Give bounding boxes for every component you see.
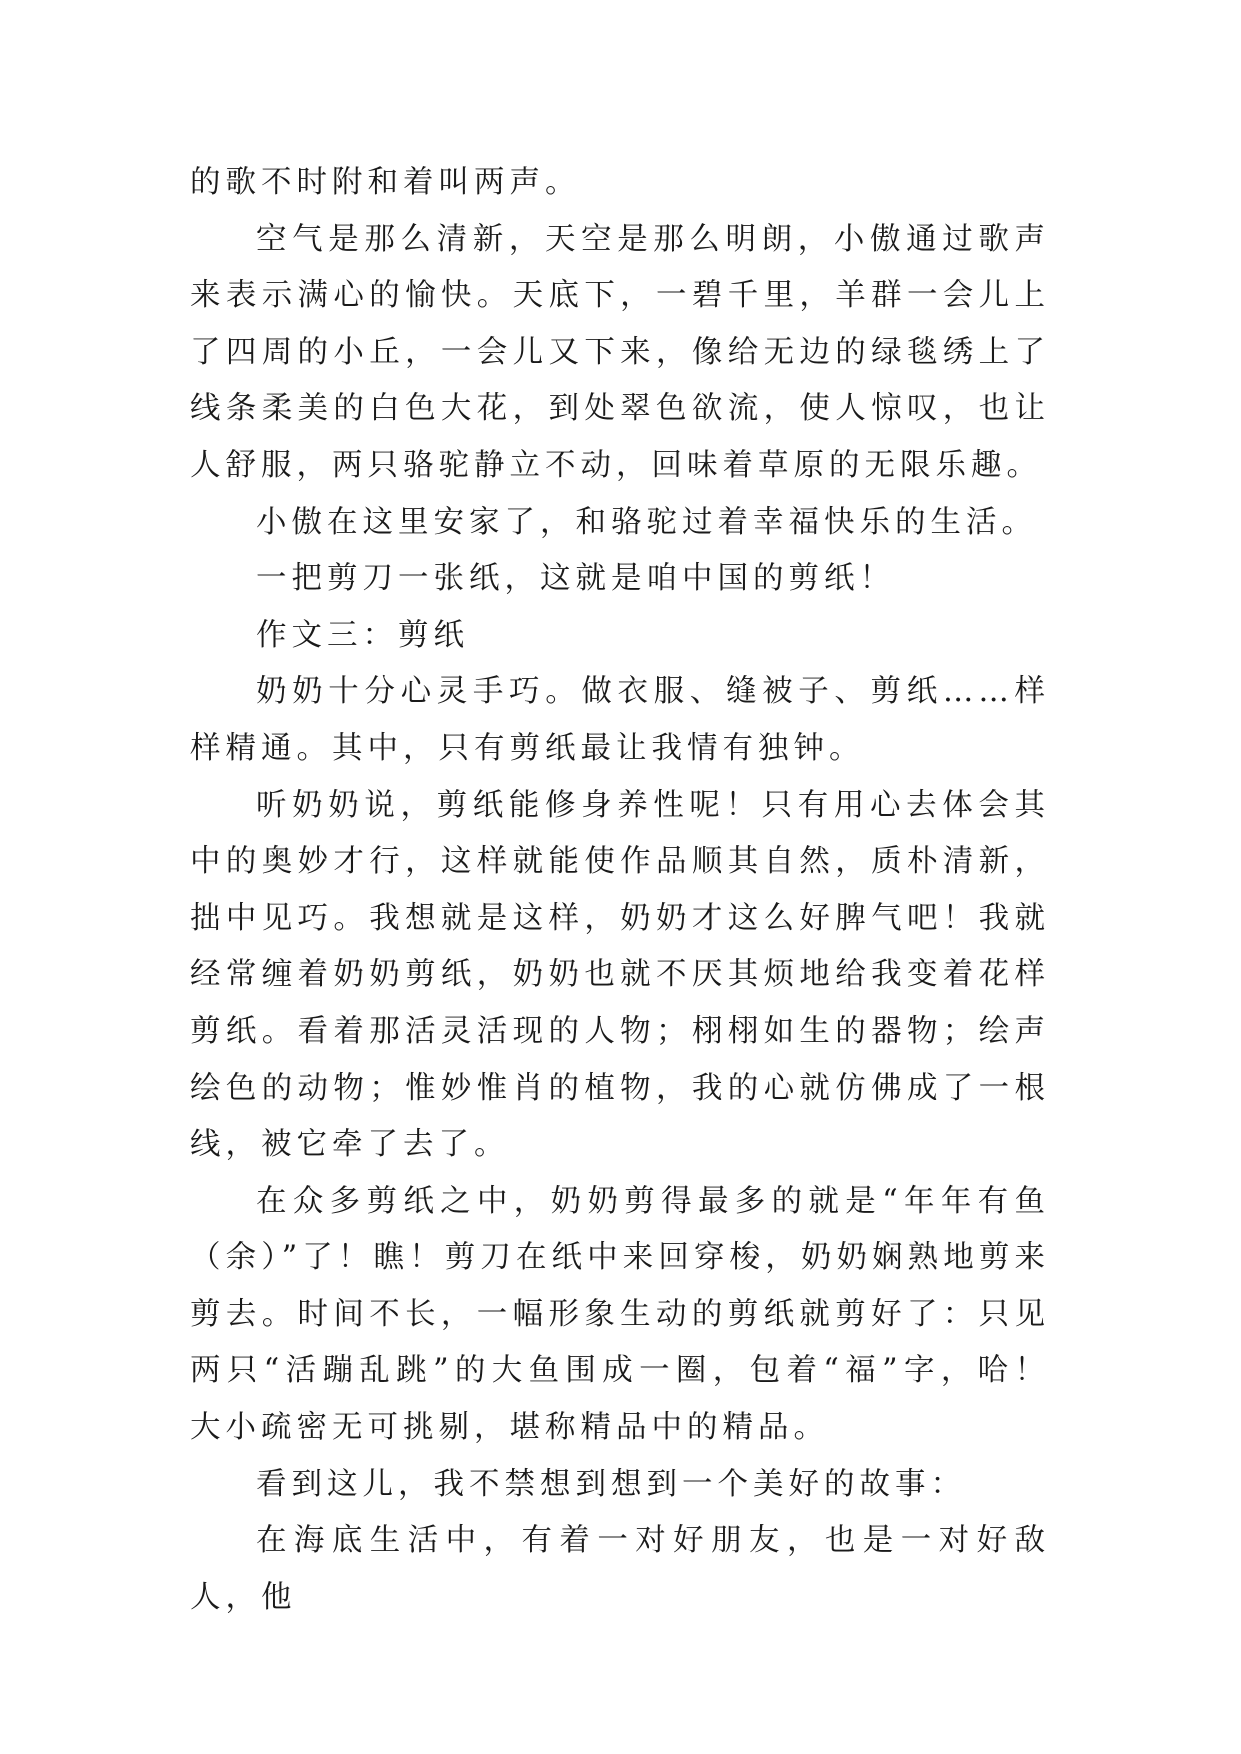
paragraph: 在众多剪纸之中，奶奶剪得最多的就是“年年有鱼（余）”了！瞧！剪刀在纸中来回穿梭，奶奶娴熟地剪来剪去。时间不长，一幅形象生动的剪纸就剪好了：只见两只“活蹦乱跳”的大鱼围成一圈，包着“福”字，哈！大小疏密无可挑剔，堪称精品中的精品。	[190, 1183, 1050, 1446]
paragraph: 空气是那么清新，天空是那么明朗，小傲通过歌声来表示满心的愉快。天底下，一碧千里，羊群一会儿上了四周的小丘，一会儿又下来，像给无边的绿毯绣上了线条柔美的白色大花，到处翠色欲流，使人惊叹，也让人舒服，两只骆驼静立不动，回味着草原的无限乐趣。	[190, 221, 1050, 483]
paragraph: 看到这儿，我不禁想到想到一个美好的故事：	[256, 1466, 966, 1502]
paragraph: 的歌不时附和着叫两声。	[190, 165, 581, 200]
paragraph: 小傲在这里安家了，和骆驼过着幸福快乐的生活。	[256, 504, 1037, 540]
paragraph: 听奶奶说，剪纸能修身养性呢！只有用心去体会其中的奥妙才行，这样就能使作品顺其自然，质朴清新，拙中见巧。我想就是这样，奶奶才这么好脾气吧！我就经常缠着奶奶剪纸，奶奶也就不厌其烦地给我变着花样剪纸。看着那活灵活现的人物；栩栩如生的器物；绘声绘色的动物；惟妙惟肖的植物，我的心就仿佛成了一根线，被它牵了去了。	[190, 787, 1050, 1163]
paragraph: 在海底生活中，有着一对好朋友，也是一对好敌人，他	[190, 1523, 1050, 1615]
section-heading: 作文三：剪纸	[256, 617, 469, 653]
essay-body	[190, 155, 1050, 1626]
paragraph: 一把剪刀一张纸，这就是咱中国的剪纸！	[256, 561, 895, 597]
paragraph: 奶奶十分心灵手巧。做衣服、缝被子、剪纸……样样精通。其中，只有剪纸最让我情有独钟。	[190, 674, 1050, 766]
